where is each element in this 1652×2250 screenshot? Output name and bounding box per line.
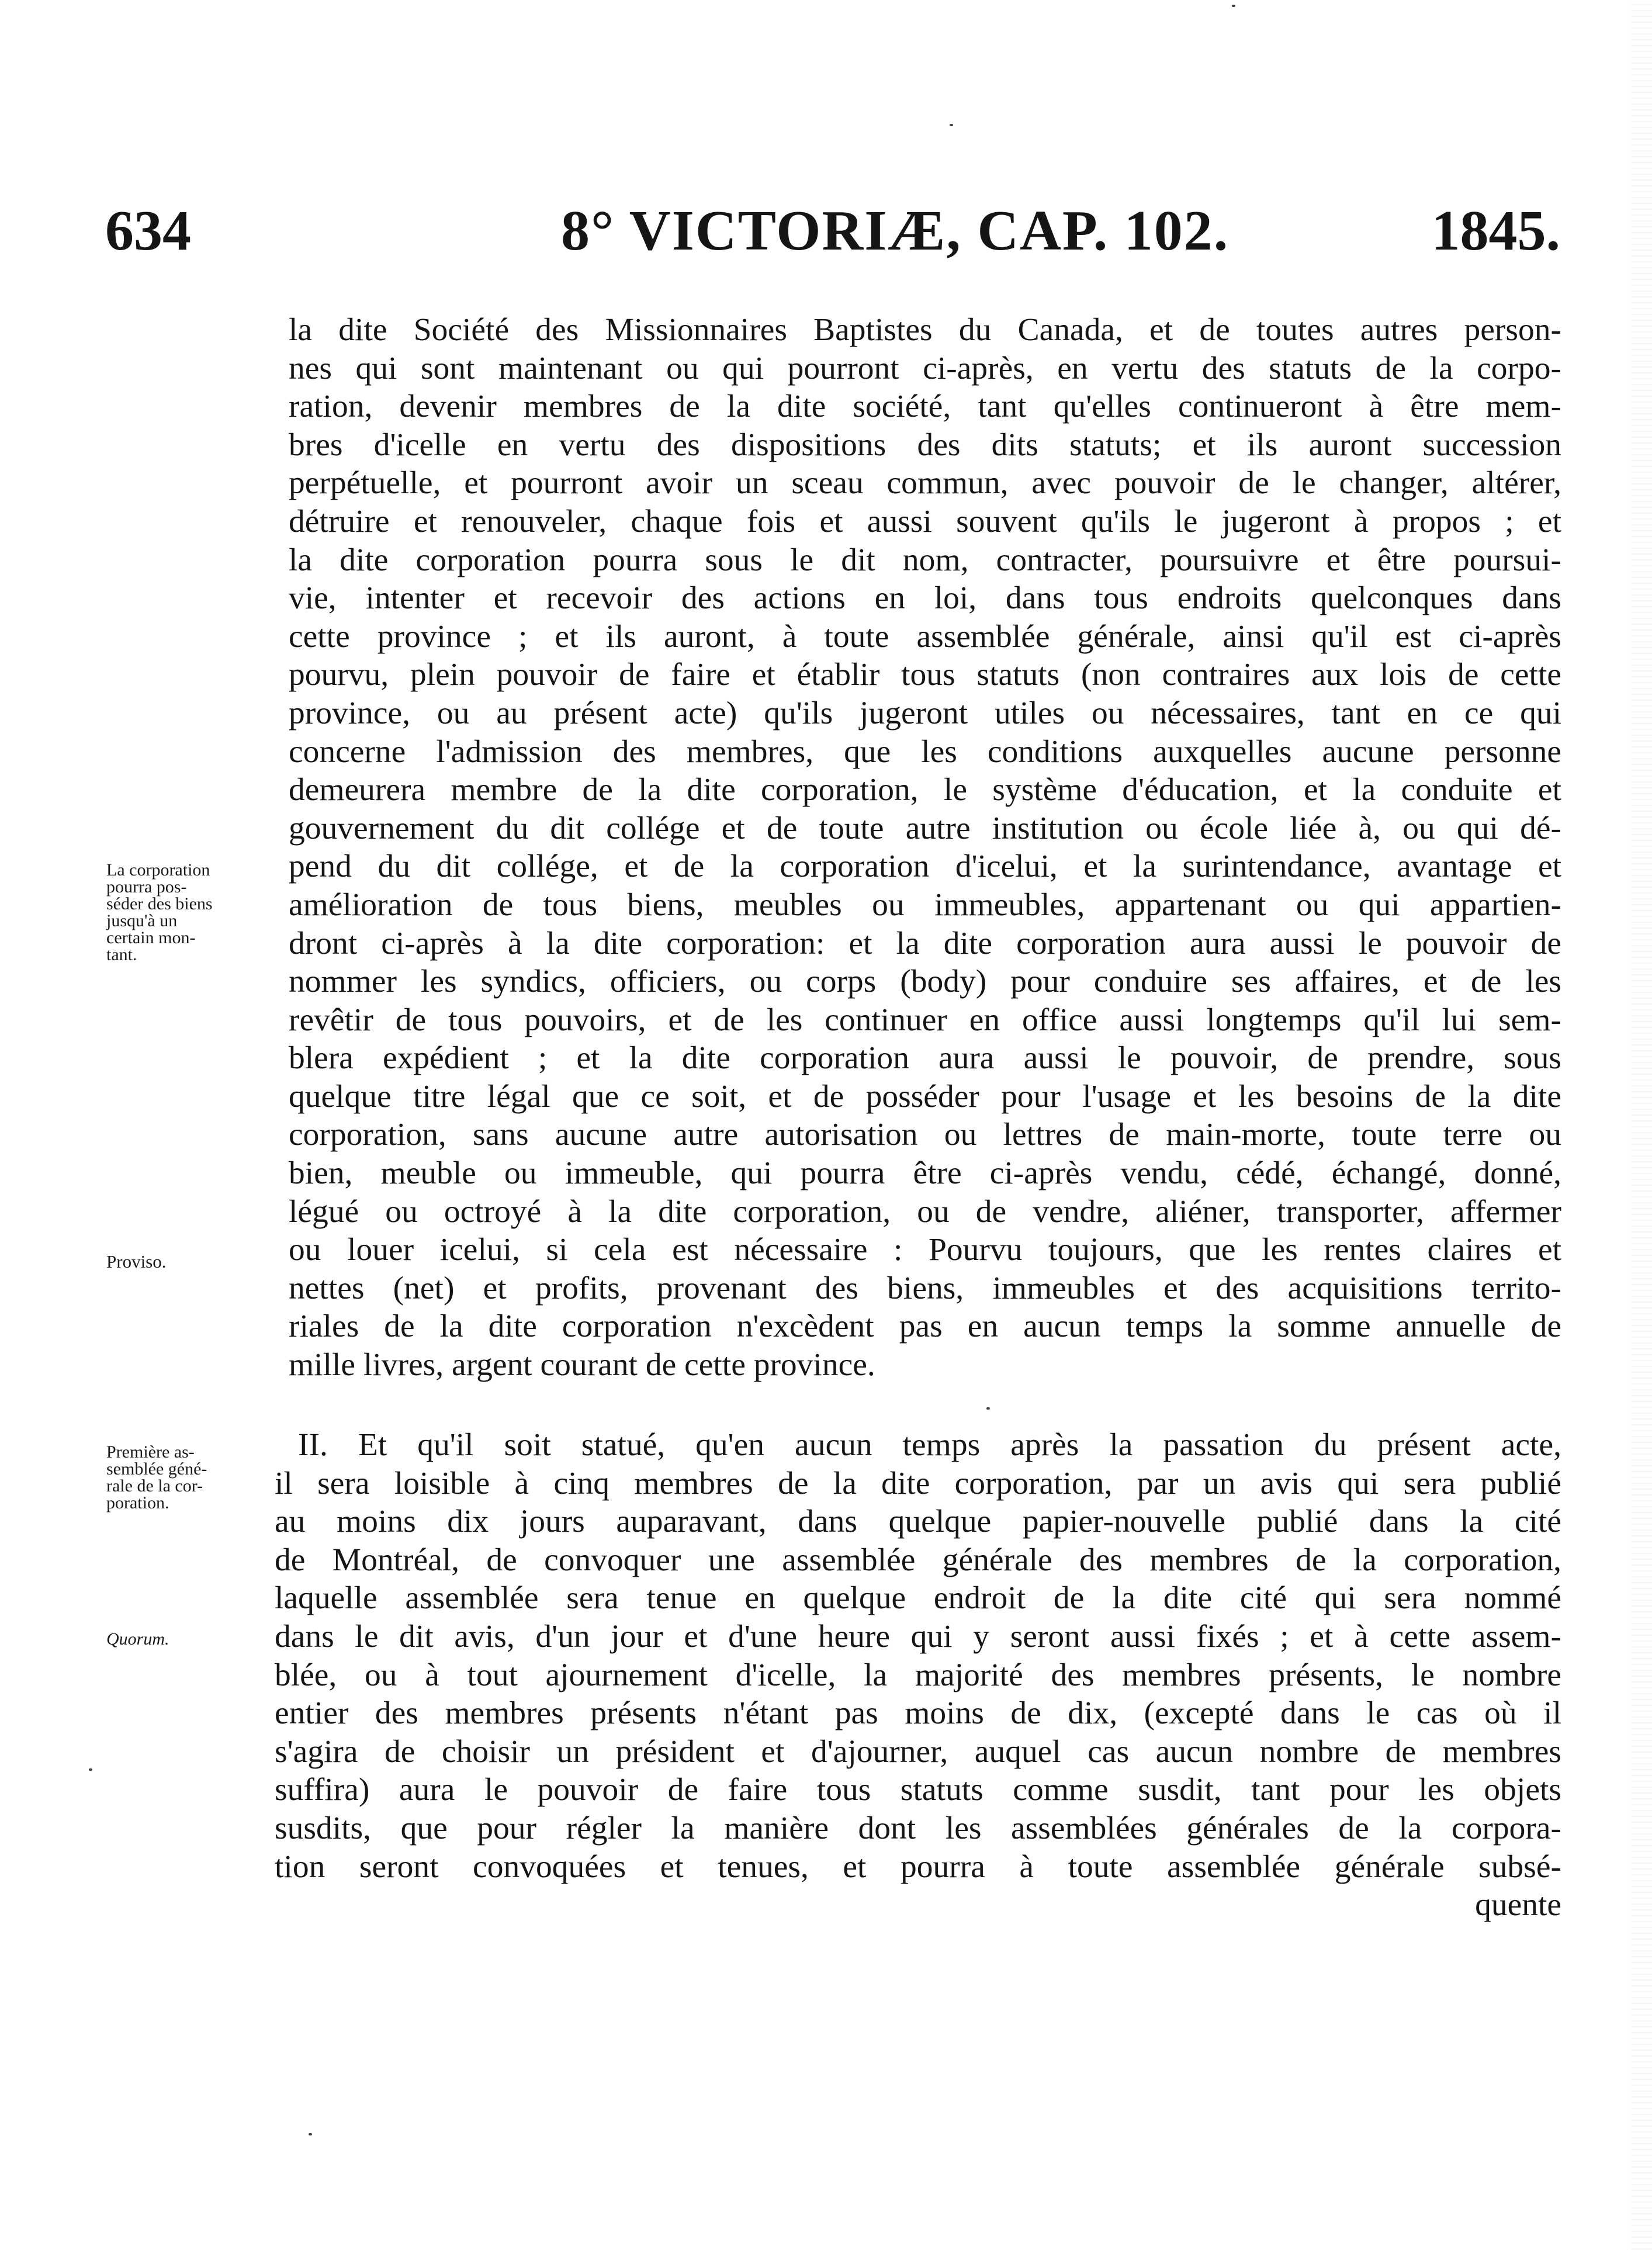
act-title: 8° VICTORIÆ, CAP. 102. bbox=[561, 199, 1230, 262]
text-line: quelque titre légal que ce soit, et de posséder pour l'usage et les besoins de la dite bbox=[289, 1078, 1561, 1114]
margin-note-line: séder des biens bbox=[106, 894, 213, 913]
text-line: il sera loisible à cinq membres de la dite corporation, par un avis qui sera publié bbox=[275, 1465, 1561, 1501]
margin-note-line: rale de la cor- bbox=[106, 1476, 203, 1496]
text-line: ration, devenir membres de la dite société, tant qu'elles continueront à être mem- bbox=[289, 389, 1561, 425]
margin-note-proviso: Proviso. bbox=[106, 1251, 167, 1272]
margin-note-premiere-assemblee bbox=[106, 1444, 207, 1511]
margin-note-quorum: Quorum. bbox=[106, 1629, 169, 1649]
text-line: s'agira de choisir un président et d'ajourner, auquel cas aucun nombre de membres bbox=[275, 1733, 1561, 1770]
text-line: revêtir de tous pouvoirs, et de les continuer en office aussi longtemps qu'il lui sem- bbox=[289, 1002, 1561, 1038]
text-line: entier des membres présents n'étant pas moins de dix, (excepté dans le cas où il bbox=[275, 1695, 1561, 1732]
text-line: riales de la dite corporation n'excèdent pas en aucun temps la somme annuelle de bbox=[289, 1309, 1561, 1345]
scan-edge-artifact bbox=[1631, 0, 1652, 2250]
text-line: légué ou octroyé à la dite corporation, ou de vendre, aliéner, transporter, affermer bbox=[289, 1193, 1561, 1230]
text-line: blée, ou à tout ajournement d'icelle, la majorité des membres présents, le nombre bbox=[275, 1657, 1561, 1693]
scan-speck bbox=[89, 1768, 92, 1771]
text-line: cette province ; et ils auront, à toute assemblée générale, ainsi qu'il est ci-après bbox=[289, 618, 1561, 655]
catchword: quente bbox=[1475, 1887, 1561, 1923]
text-line: la dite corporation pourra sous le dit nom, contracter, poursuivre et être poursui- bbox=[289, 542, 1561, 578]
text-line: nes qui sont maintenant ou qui pourront ci-après, en vertu des statuts de la corpo- bbox=[289, 350, 1561, 386]
text-line: susdits, que pour régler la manière dont les assemblées générales de la corpora- bbox=[275, 1810, 1561, 1846]
text-line: suffira) aura le pouvoir de faire tous statuts comme susdit, tant pour les objets bbox=[275, 1772, 1561, 1808]
text-line: amélioration de tous biens, meubles ou immeubles, appartenant ou qui appartien- bbox=[289, 887, 1561, 923]
text-line: nommer les syndics, officiers, ou corps (body) pour conduire ses affaires, et de les bbox=[289, 964, 1561, 1000]
text-line: de Montréal, de convoquer une assemblée générale des membres de la corporation, bbox=[275, 1542, 1561, 1578]
text-line: ou louer icelui, si cela est nécessaire : Pourvu toujours, que les rentes claires et bbox=[289, 1232, 1561, 1268]
scan-speck bbox=[986, 1407, 990, 1410]
text-line: laquelle assemblée sera tenue en quelque endroit de la dite cité qui sera nommé bbox=[275, 1580, 1561, 1616]
page-number: 634 bbox=[105, 199, 191, 262]
text-line: tion seront convoquées et tenues, et pourra à toute assemblée générale subsé- bbox=[275, 1849, 1561, 1885]
text-line: la dite Société des Missionnaires Baptistes du Canada, et de toutes autres person- bbox=[289, 312, 1561, 348]
paragraph-1 bbox=[289, 311, 1561, 1384]
margin-note-line: pourra pos- bbox=[106, 877, 187, 896]
text-line: blera expédient ; et la dite corporation aura aussi le pouvoir, de prendre, sous bbox=[289, 1040, 1561, 1076]
scan-speck bbox=[950, 124, 953, 126]
text-line: dans le dit avis, d'un jour et d'une heure qui y seront aussi fixés ; et à cette assem- bbox=[275, 1618, 1561, 1654]
text-line: vie, intenter et recevoir des actions en loi, dans tous endroits quelconques dans bbox=[289, 580, 1561, 617]
text-line: pourvu, plein pouvoir de faire et établir tous statuts (non contraires aux lois de cette bbox=[289, 657, 1561, 693]
margin-note-line: poration. bbox=[106, 1493, 169, 1512]
text-line: corporation, sans aucune autre autorisation ou lettres de main-morte, toute terre ou bbox=[289, 1117, 1561, 1153]
text-line: dront ci-après à la dite corporation: et la dite corporation aura aussi le pouvoir de bbox=[289, 925, 1561, 961]
scan-speck bbox=[309, 2133, 312, 2135]
year: 1845. bbox=[1431, 199, 1560, 262]
text-line: nettes (net) et profits, provenant des biens, immeubles et des acquisitions territo- bbox=[289, 1270, 1561, 1306]
margin-note-line: Première as- bbox=[106, 1442, 195, 1462]
margin-note-corporation bbox=[106, 861, 213, 963]
text-line: gouvernement du dit collége et de toute autre institution ou école liée à, ou qui dé- bbox=[289, 810, 1561, 846]
margin-note-line: semblée géné- bbox=[106, 1459, 207, 1479]
text-line: perpétuelle, et pourront avoir un sceau commun, avec pouvoir de le changer, altérer, bbox=[289, 465, 1561, 501]
text-line: détruire et renouveler, chaque fois et aussi souvent qu'ils le jugeront à propos ; et bbox=[289, 503, 1561, 539]
margin-note-line: tant. bbox=[106, 945, 137, 964]
text-line: pend du dit collége, et de la corporation d'icelui, et la surintendance, avantage et bbox=[289, 849, 1561, 885]
text-line: II. Et qu'il soit statué, qu'en aucun temps après la passation du présent acte, bbox=[298, 1427, 1561, 1463]
margin-note-line: certain mon- bbox=[106, 928, 196, 947]
paragraph-2 bbox=[275, 1426, 1561, 1924]
margin-note-line: La corporation bbox=[106, 860, 210, 880]
text-line: bien, meuble ou immeuble, qui pourra être ci-après vendu, cédé, échangé, donné, bbox=[289, 1155, 1561, 1192]
text-line: mille livres, argent courant de cette province. bbox=[289, 1347, 875, 1383]
text-line: concerne l'admission des membres, que les conditions auxquelles aucune personne bbox=[289, 733, 1561, 770]
text-line: au moins dix jours auparavant, dans quelque papier-nouvelle publié dans la cité bbox=[275, 1504, 1561, 1540]
scan-speck bbox=[1232, 5, 1235, 7]
margin-note-line: jusqu'à un bbox=[106, 911, 178, 930]
text-line: bres d'icelle en vertu des dispositions des dits statuts; et ils auront succession bbox=[289, 427, 1561, 463]
text-line: demeurera membre de la dite corporation, le système d'éducation, et la conduite et bbox=[289, 772, 1561, 808]
text-line: province, ou au présent acte) qu'ils jugeront utiles ou nécessaires, tant en ce qui bbox=[289, 695, 1561, 731]
running-header bbox=[105, 199, 1560, 263]
